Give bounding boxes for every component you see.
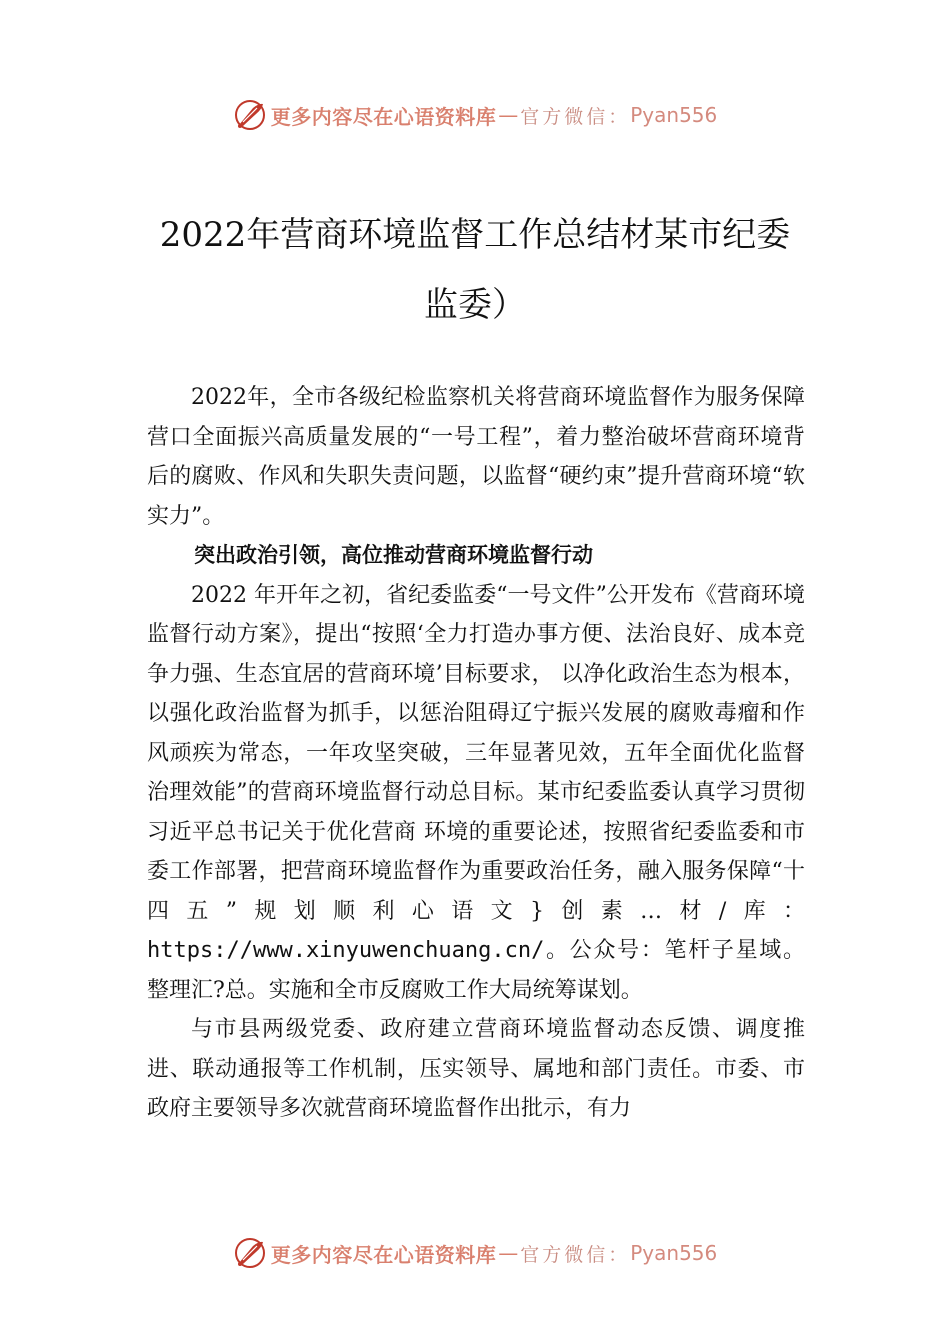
footer-banner <box>0 1233 950 1273</box>
quill-pen-logo-icon <box>233 1236 267 1270</box>
banner-separator: — <box>498 103 519 127</box>
banner-wechat-id: Pyan556 <box>630 103 718 127</box>
title-line-2: 监委） <box>424 285 526 325</box>
source-url: https://www.xinyuwenchuang.cn/ <box>147 938 545 963</box>
banner-separator: — <box>498 1241 519 1265</box>
document-title <box>100 200 850 340</box>
banner-wechat-label: 官方微信： <box>520 1243 631 1266</box>
banner-main-text: 更多内容尽在心语资料库 <box>270 1242 497 1267</box>
paragraph-section-start: 2022 年开年之初，省纪委监委“一号文件”公开发布《营商环境监督行动方案》，提出“按照‘全力打造办事方便、法治良好、成本竞争力强、生态宜居的营商环境’目标要求， 以净化政治生态为根本，以强化政治监督为抓手，以惩治阻碍辽宁振兴发展的腐败毒瘤和作风顽疾为常态，一年攻坚突破，三年显著见效，五年全面优化监督治理效能”的营商环境监督行动总目标。某市纪委监委认真学习贯彻习近平总书记关于优化营商 环境的重要论述，按照省纪委监委和市委工作部署，把营商环境监督作为重要政治任务，融入服务保障“十四五”规划顺利心语文}创素…材/库： <box>147 582 805 924</box>
section-heading: 突出政治引领，高位推动营商环境监督行动 <box>194 543 593 567</box>
paragraph-section <box>147 576 805 1011</box>
paragraph-mechanism: 与市县两级党委、政府建立营商环境监督动态反馈、调度推进、联动通报等工作机制，压实领导、属地和部门责任。市委、市政府主要领导多次就营商环境监督作出批示，有力 <box>147 1017 805 1121</box>
header-banner <box>0 95 950 135</box>
quill-pen-logo-icon <box>233 98 267 132</box>
paragraph-section-end: 。公众号：笔杆子星域。整理汇?总。实施和全市反腐败工作大局统筹谋划。 <box>147 938 805 1003</box>
document-body <box>147 378 805 1129</box>
banner-wechat-label: 官方微信： <box>520 105 631 128</box>
banner-wechat-id: Pyan556 <box>630 1241 718 1265</box>
paragraph-intro: 2022年，全市各级纪检监察机关将营商环境监督作为服务保障营口全面振兴高质量发展的“一号工程”，着力整治破坏营商环境背后的腐败、作风和失职失责问题，以监督“硬约束”提升营商环境“软实力”。 <box>147 385 805 529</box>
banner-main-text: 更多内容尽在心语资料库 <box>270 104 497 129</box>
title-line-1: 2022年营商环境监督工作总结材某市纪委 <box>159 215 791 255</box>
